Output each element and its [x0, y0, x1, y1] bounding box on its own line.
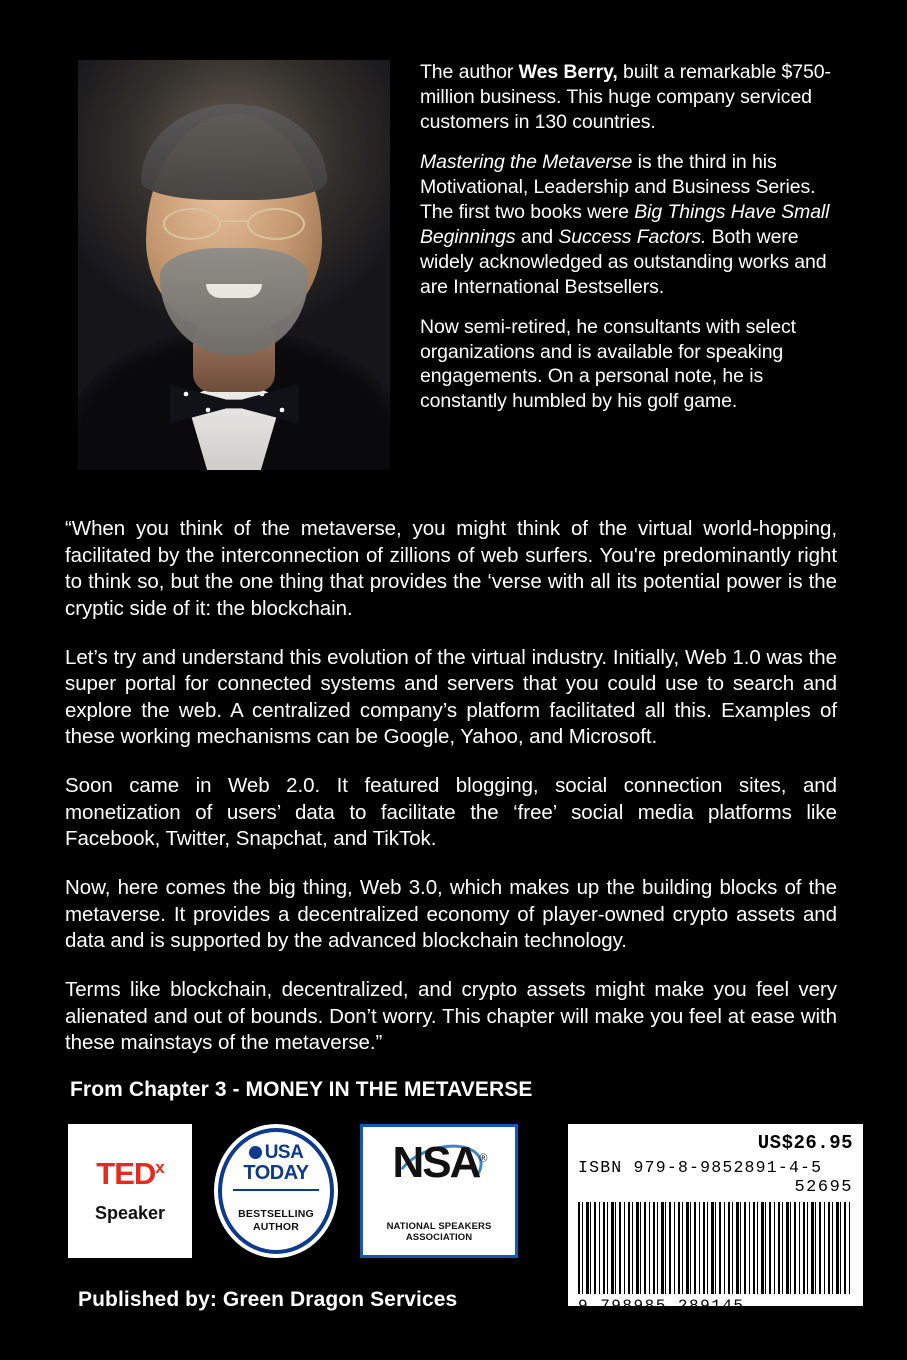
isbn-line — [578, 1158, 853, 1177]
author-name: Wes Berry, — [518, 61, 618, 83]
excerpt-paragraph: “When you think of the metaverse, you might think of the virtual world-hopping, facilitated by the interconnection of zillions of web surfers. You're predominantly right to think so, but the one thing that provides the ‘verse with all its potential power is the cryptic side of it: the blockchain. — [65, 517, 837, 620]
usa-today-rule — [233, 1189, 319, 1191]
tedx-speaker-badge — [68, 1124, 192, 1258]
isbn-number: 979-8-9852891-4-5 — [633, 1158, 823, 1177]
usa-today-line1: USA — [264, 1142, 304, 1163]
registered-trademark-icon: ® — [479, 1152, 486, 1165]
usa-today-caption — [214, 1208, 338, 1234]
five-digit-addon: 52695 — [794, 1178, 853, 1197]
award-badges — [68, 1124, 518, 1258]
excerpt-paragraph: Let’s try and understand this evolution of the virtual industry. Initially, Web 1.0 was the super portal for connected systems and servers that you could use to search and explore the web. A centralized company’s platform facilitated all this. Examples of these working mechanisms can be Google, Yahoo, and Microsoft. — [65, 645, 837, 749]
usa-today-bestselling-badge — [214, 1124, 338, 1258]
tedx-word: TED — [96, 1156, 156, 1191]
chapter-credit: From Chapter 3 - MONEY IN THE METAVERSE — [70, 1078, 533, 1101]
nsa-mark-text: NSA — [392, 1138, 480, 1187]
isbn-barcode-block — [568, 1124, 863, 1315]
tedx-subtitle: Speaker — [94, 1203, 166, 1223]
bio-paragraph-3: Now semi-retired, he consultants with select organizations and is available for speaking engagements. On a personal note, he is constantly humbled by his golf game. — [420, 315, 797, 413]
nsa-caption: NATIONAL SPEAKERS ASSOCIATION — [386, 1221, 492, 1243]
bio-p2-mid: is the third in his Motivational, Leadership and Business Series. The first two books were — [420, 150, 816, 223]
book-excerpt — [65, 516, 837, 1057]
bio-p1-before: The author — [420, 61, 519, 83]
bio-paragraph-2 — [420, 150, 834, 300]
book-title-two: Success Factors. — [558, 225, 707, 248]
photo-glasses — [159, 208, 309, 238]
bio-p1-after: built a remarkable $750-million business. This huge company serviced customers in 130 countries. — [420, 61, 831, 133]
isbn-label: ISBN — [578, 1158, 623, 1177]
price-label: US$26.95 — [757, 1132, 853, 1154]
author-section — [78, 60, 834, 470]
barcode-bars — [578, 1202, 853, 1294]
book-title-one: Big Things Have Small Beginnings — [420, 200, 830, 248]
photo-mouth — [206, 284, 262, 298]
publisher-line: Published by: Green Dragon Services — [78, 1288, 458, 1311]
excerpt-paragraph: Now, here comes the big thing, Web 3.0, which makes up the building blocks of the metaverse. It provides a decentralized economy of player-owned crypto assets and data and is supported by the advanced blockchain technology. — [65, 876, 837, 953]
bio-p2-end: Both were widely acknowledged as outstanding works and are International Bestsellers. — [420, 225, 827, 298]
author-photo — [78, 60, 390, 470]
tedx-logo — [96, 1158, 163, 1189]
ean-number: 9 798985 289145 — [578, 1297, 745, 1315]
book-title-main: Mastering the Metaverse — [420, 150, 633, 173]
nsa-member-badge — [360, 1124, 518, 1258]
usa-today-line4: AUTHOR — [252, 1220, 300, 1233]
usa-today-line2: TODAY — [243, 1162, 309, 1184]
usa-today-logo — [214, 1142, 338, 1191]
excerpt-paragraph: Soon came in Web 2.0. It featured blogging, social connection sites, and monetization of users’ data to facilitate the ‘free’ social media platforms like Facebook, Twitter, Snapchat, and TikTok. — [65, 774, 837, 851]
nsa-logo — [392, 1138, 486, 1187]
author-bio — [420, 60, 834, 414]
usa-today-line3: BESTSELLING — [238, 1207, 314, 1220]
bio-p2-and: and — [515, 225, 559, 248]
excerpt-paragraph: Terms like blockchain, decentralized, and crypto assets might make you feel very alienated and out of bounds. Don’t worry. This chapter will make you feel at ease with these mainstays of the metaverse.” — [65, 977, 837, 1055]
bio-paragraph-1 — [420, 60, 834, 135]
globe-icon — [249, 1146, 262, 1159]
tedx-superscript: x — [155, 1158, 164, 1177]
